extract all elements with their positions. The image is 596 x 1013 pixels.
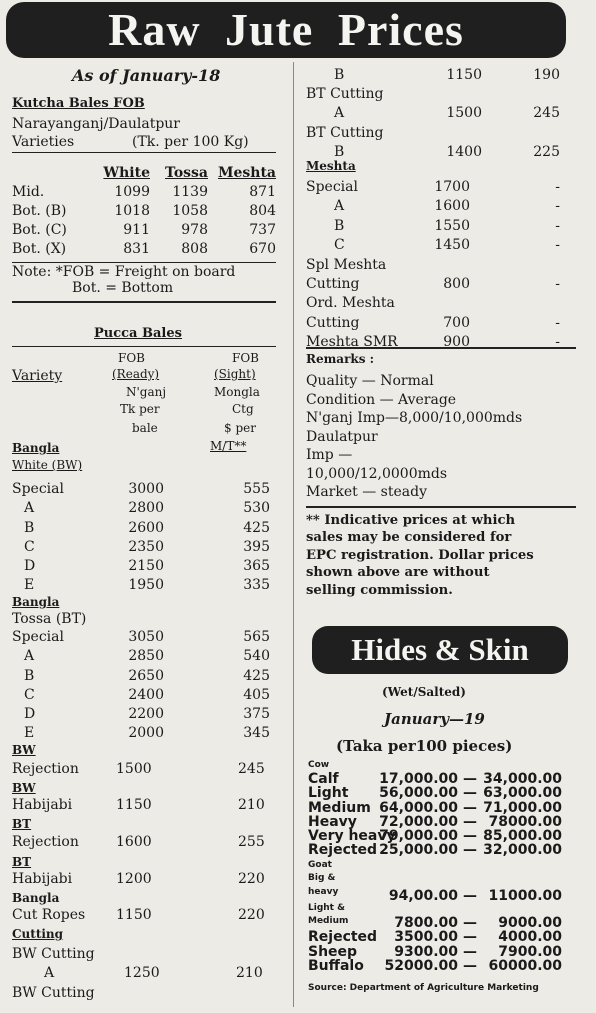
note-rule (12, 262, 276, 263)
cell-from: 72,000.00 (379, 813, 458, 830)
goat-table (308, 916, 562, 973)
row-label: Special (12, 481, 64, 497)
raw-jute-prices-banner: Raw Jute Prices (6, 2, 566, 58)
cutting-head: Cutting (12, 927, 64, 941)
cell-tk: 1450 (434, 237, 470, 254)
col-meshta: Meshta (217, 165, 276, 181)
cell-from: 79,000.00 (379, 828, 458, 845)
row-label: Spl Meshta (306, 256, 387, 273)
cell-tk: 2200 (128, 706, 164, 723)
row-label: E (24, 577, 35, 594)
misc-tk: 1150 (116, 797, 152, 813)
misc-usd: 220 (238, 907, 265, 923)
col-tossa: Tossa (165, 165, 208, 181)
cell-usd: - (555, 179, 560, 195)
cell-tk: 2800 (128, 500, 164, 517)
row-label: B (24, 667, 35, 684)
remark-line: Daulatpur (306, 428, 378, 445)
kutcha-table (12, 164, 276, 259)
kutcha-end-rule (12, 301, 276, 303)
bw-cutting-a-label: A (44, 965, 55, 981)
hides-subtitle: (Wet/Salted) (382, 685, 466, 699)
column-divider (293, 62, 294, 1007)
kutcha-unit-rule (12, 152, 276, 153)
misc-label: Rejection (12, 761, 79, 777)
cell-from: 3500.00 (394, 929, 458, 946)
row-label: Bot. (C) (12, 222, 67, 238)
bt-table (12, 628, 270, 744)
cell-usd: 405 (243, 686, 270, 703)
fob-sight-4: Ctg (232, 402, 254, 416)
row-label: A (334, 198, 345, 215)
misc-tk: 1600 (116, 834, 152, 850)
cell-usd: 365 (243, 558, 270, 575)
col-white: White (103, 165, 150, 181)
cell-from: 94,00.00 (388, 888, 458, 904)
bw-cutting-label-2: BW Cutting (12, 985, 95, 1001)
cell-to: 34,000.00 (483, 771, 562, 787)
misc-usd: 210 (238, 797, 265, 813)
misc-tk: 1500 (116, 761, 152, 777)
remark-line: Quality — Normal (306, 373, 434, 389)
bw-cutting-label: BW Cutting (12, 946, 95, 962)
dash: — (463, 842, 477, 859)
row-label: Heavy (308, 813, 357, 830)
misc-label: Habijabi (12, 871, 73, 887)
remarks-rule (306, 347, 576, 349)
cell-tk: 700 (443, 314, 470, 331)
row-label: Ord. Meshta (306, 295, 395, 312)
goat-big-2: heavy (308, 887, 339, 897)
dash: — (463, 915, 477, 931)
goat-big-row (308, 887, 562, 906)
row-label: Mid. (12, 184, 45, 200)
row-label (308, 916, 378, 930)
row-label: A (334, 105, 345, 122)
cell-usd: 555 (243, 481, 270, 497)
cell-tk: 2850 (128, 648, 164, 665)
cell-tk: 800 (443, 276, 470, 293)
bw-cutting-a-usd: 210 (236, 965, 263, 981)
remarks-heading: Remarks : (306, 352, 375, 366)
dash: — (463, 957, 477, 974)
remark-line: Imp — (306, 447, 353, 463)
row-label: Meshta SMR (306, 334, 398, 351)
hides-unit: (Taka per100 pieces) (336, 737, 513, 755)
as-of-date: As of January-18 (72, 66, 221, 85)
cell-usd: 190 (533, 67, 560, 83)
note-fob: Note: *FOB = Freight on board (12, 264, 236, 280)
bw-heading-2: White (BW) (12, 458, 83, 472)
row-label: Very heavy (308, 828, 396, 845)
kutcha-heading: Kutcha Bales FOB (12, 96, 145, 111)
misc-head: BT (12, 817, 32, 831)
footnote-line: ** Indicative prices at which (306, 513, 516, 528)
cell-tk: 1950 (128, 577, 164, 594)
misc-tk: 1200 (116, 871, 152, 887)
cell-tk: 2350 (128, 538, 164, 555)
row-label: Bot. (X) (12, 241, 67, 257)
cell-to: 32,000.00 (483, 842, 562, 859)
cell-to: 63,000.00 (483, 785, 562, 802)
meshta-heading: Meshta (306, 159, 356, 173)
row-label: B (334, 67, 345, 83)
cell-tk: 2150 (128, 558, 164, 575)
bw-cutting-a-tk: 1250 (124, 965, 160, 981)
cell: 871 (249, 184, 276, 200)
cell-from: 25,000.00 (379, 842, 458, 859)
dash: — (463, 785, 477, 802)
misc-usd: 255 (238, 834, 265, 850)
row-label: Rejected (308, 929, 378, 946)
dash: — (463, 929, 477, 946)
cell-usd: 345 (243, 725, 270, 742)
cell-to: 78000.00 (488, 813, 562, 830)
fob-sight-1: FOB (232, 351, 259, 365)
fob-sight-2: (Sight) (214, 367, 256, 381)
cell-from: 7800.00 (394, 915, 458, 931)
row-label: Cutting (306, 314, 360, 331)
cell: 911 (123, 222, 150, 238)
row-label: C (24, 686, 35, 703)
cell-tk: 2650 (128, 667, 164, 684)
cell-tk: 3050 (128, 629, 164, 645)
cell-usd: 425 (243, 519, 270, 536)
remark-line: 10,000/12,0000mds (306, 465, 448, 482)
kutcha-unit: (Tk. per 100 Kg) (132, 134, 249, 150)
row-label: Medium (308, 799, 371, 816)
misc-head: BW (12, 743, 36, 757)
footnote-line: EPC registration. Dollar prices (306, 547, 534, 563)
cell-to: 60000.00 (488, 957, 562, 974)
kutcha-location: Narayanganj/Daulatpur (12, 116, 180, 132)
row-label: Special (306, 179, 358, 195)
dash: — (463, 771, 477, 787)
cell: 737 (249, 222, 276, 238)
note-bottom: Bot. = Bottom (72, 280, 174, 296)
meshta-table (306, 178, 560, 353)
cell-tk: 1400 (446, 143, 482, 160)
bw-table (12, 480, 270, 596)
cell-from: 9300.00 (394, 943, 458, 960)
cell-usd: 245 (533, 105, 560, 122)
misc-tk: 1150 (116, 907, 152, 923)
goat-light-1: Light & (308, 903, 345, 913)
fob-ready-5: bale (132, 421, 158, 435)
cell-to: 11000.00 (488, 888, 562, 904)
cell-usd: 335 (243, 577, 270, 594)
cell-usd: - (555, 334, 560, 351)
row-label: Light (308, 785, 349, 802)
cell-tk: 3000 (128, 481, 164, 497)
cell: 1058 (172, 203, 208, 219)
goat-light-2: Medium (308, 916, 349, 926)
hides-skin-banner: Hides & Skin (312, 626, 568, 674)
cell: 1139 (172, 184, 208, 200)
misc-head: BW (12, 781, 36, 795)
row-label: B (334, 217, 345, 234)
fob-sight-5: $ per (224, 421, 256, 435)
fob-sight-3: Mongla (214, 385, 260, 399)
cell: 804 (249, 203, 276, 219)
cell-from: 17,000.00 (379, 771, 458, 787)
cell-tk: 2400 (128, 686, 164, 703)
fob-sight-6: M/T** (210, 439, 247, 453)
cow-heading: Cow (308, 760, 330, 770)
bw-heading-1: Bangla (12, 441, 60, 455)
cell-usd: - (555, 217, 560, 234)
goat-big-1: Big & (308, 873, 336, 883)
row-label: B (334, 143, 345, 160)
fob-ready-4: Tk per (120, 402, 160, 416)
dash: — (463, 813, 477, 830)
bt-cutting-table (306, 66, 560, 162)
cell-usd: 540 (243, 648, 270, 665)
footnote-line: shown above are without (306, 565, 490, 581)
bt-heading-2: Tossa (BT) (12, 611, 87, 627)
misc-usd: 220 (238, 871, 265, 887)
row-label: Cutting (306, 276, 360, 293)
cell-to: 85,000.00 (483, 828, 562, 845)
cell-from: 52000.00 (384, 957, 458, 974)
goat-heading: Goat (308, 860, 332, 870)
cell-to: 71,000.00 (483, 799, 562, 816)
cell: 831 (123, 241, 150, 257)
cell: 978 (181, 222, 208, 238)
cell-usd: 375 (243, 706, 270, 723)
cell-usd: - (555, 276, 560, 293)
variety-label: Variety (12, 368, 63, 384)
cell-to: 9000.00 (498, 915, 562, 931)
row-label: BT Cutting (306, 124, 384, 141)
cell-tk: 1150 (446, 67, 482, 83)
cell: 670 (249, 241, 276, 257)
misc-head: BT (12, 855, 32, 869)
cell-tk: 2600 (128, 519, 164, 536)
fob-ready-3: N'ganj (126, 385, 167, 399)
row-label: Buffalo (308, 957, 364, 974)
cell-from: 64,000.00 (379, 799, 458, 816)
hides-date: January—19 (384, 710, 485, 728)
cell-to: 4000.00 (498, 929, 562, 946)
cell-usd: 530 (243, 500, 270, 517)
dash: — (463, 943, 477, 960)
remark-line: N'ganj Imp—8,000/10,000mds (306, 410, 523, 426)
cell-tk: 1500 (446, 105, 482, 122)
misc-label: Rejection (12, 834, 79, 850)
remark-line: Market — steady (306, 484, 427, 500)
remark-line: Condition — Average (306, 391, 457, 408)
footnote-rule (306, 506, 576, 508)
cow-table (308, 772, 562, 858)
misc-label: Habijabi (12, 797, 73, 813)
kutcha-varieties-label: Varieties (12, 134, 75, 150)
cell-usd: - (555, 314, 560, 331)
fob-ready-1: FOB (118, 351, 145, 365)
row-label: D (24, 558, 36, 575)
cell-tk: 1700 (434, 179, 470, 195)
row-label: A (24, 648, 35, 665)
cell: 1018 (114, 203, 150, 219)
source-line: Source: Department of Agriculture Marketing (308, 983, 539, 993)
remarks-list (306, 372, 576, 502)
cell-from: 56,000.00 (379, 785, 458, 802)
row-label: E (24, 725, 35, 742)
misc-head: Bangla (12, 891, 60, 905)
dash: — (463, 828, 477, 845)
cell-tk: 1550 (434, 217, 470, 234)
row-label: C (24, 538, 35, 555)
footnote-line: sales may be considered for (306, 530, 512, 546)
bt-heading-1: Bangla (12, 595, 60, 609)
cell-usd: 395 (243, 538, 270, 555)
row-label: BT Cutting (306, 86, 384, 103)
row-label: Special (12, 629, 64, 645)
misc-label: Cut Ropes (12, 907, 86, 923)
row-label: C (334, 237, 345, 254)
pucca-rule (12, 346, 276, 347)
cell-usd: 425 (243, 667, 270, 684)
cell-usd: 225 (533, 143, 560, 160)
cell-tk: 2000 (128, 725, 164, 742)
cell-to: 7900.00 (498, 943, 562, 960)
row-label: B (24, 519, 35, 536)
footnote-line: selling commission. (306, 582, 453, 598)
misc-usd: 245 (238, 761, 265, 777)
row-label: Calf (308, 771, 339, 787)
cell: 1099 (114, 184, 150, 200)
cell-usd: 565 (243, 629, 270, 645)
cell-tk: 900 (443, 334, 470, 351)
row-label: Rejected (308, 842, 378, 859)
cell: 808 (181, 241, 208, 257)
cell-usd: - (555, 198, 560, 215)
cell-tk: 1600 (434, 198, 470, 215)
row-label: Sheep (308, 943, 358, 960)
row-label: A (24, 500, 35, 517)
fob-ready-2: (Ready) (112, 367, 160, 381)
row-label: Bot. (B) (12, 203, 67, 219)
footnote (306, 512, 576, 599)
dash: — (463, 888, 477, 904)
row-label: D (24, 706, 36, 723)
cell-usd: - (555, 237, 560, 254)
pucca-heading: Pucca Bales (94, 326, 182, 341)
dash: — (463, 799, 477, 816)
